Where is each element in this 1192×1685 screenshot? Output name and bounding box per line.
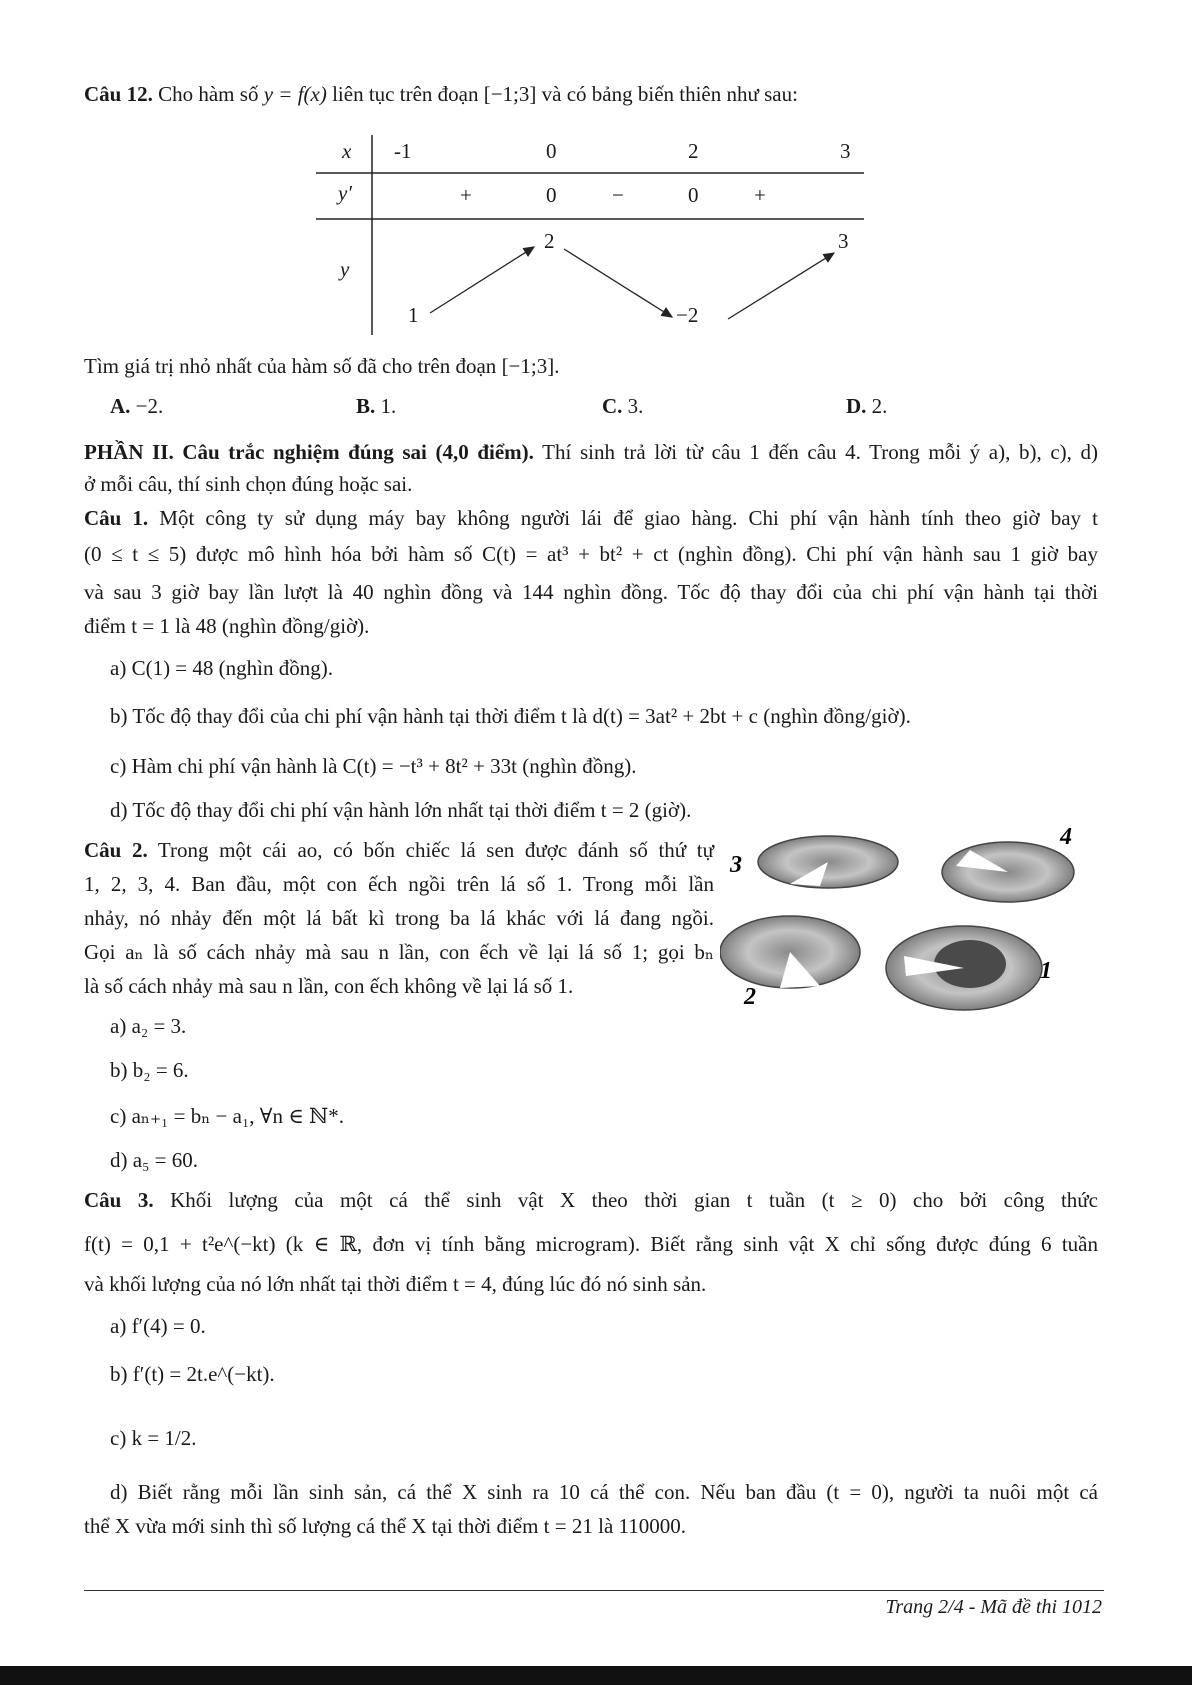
option-letter: D. (846, 394, 867, 418)
c1-line-3: và sau 3 giờ bay lần lượt là 40 nghìn đồng và 144 nghìn đồng. Tốc độ thay đổi của chi phí vận hành tại thời (84, 580, 1098, 604)
option-letter: B. (356, 394, 376, 418)
lily-pad-3 (758, 836, 898, 888)
c2-statement-a: a) a₂ = 3. (110, 1014, 187, 1038)
c2-line-4: Gọi aₙ là số cách nhảy mà sau n lần, con ếch về lại lá số 1; gọi bₙ (84, 940, 714, 964)
question-12-prompt (84, 82, 798, 107)
option-letter: A. (110, 394, 131, 418)
lily-label: 2 (744, 984, 756, 1010)
c1-statement-c: c) Hàm chi phí vận hành là C(t) = −t³ + 8t² + 33t (nghìn đồng). (110, 754, 637, 778)
c1-text: Một công ty sử dụng máy bay không người lái để giao hàng. Chi phí vận hành tính theo giờ bay t (159, 506, 1098, 530)
c3-line-1 (84, 1188, 1098, 1213)
y-value: −2 (676, 303, 699, 327)
footer-rule (84, 1590, 1104, 1591)
table-y-label: y (340, 257, 350, 281)
lily-pad-1 (886, 926, 1042, 1010)
c2-line-3: nhảy, nó nhảy đến một lá bất kì trong ba lá khác với lá đang ngồi. (84, 906, 714, 930)
arrow-up-2 (728, 253, 834, 319)
y-value: 1 (408, 303, 419, 327)
arrow-up-1 (430, 247, 534, 313)
c1-line-4: điểm t = 1 là 48 (nghìn đồng/giờ). (84, 614, 370, 638)
c3-statement-d: d) Biết rằng mỗi lần sinh sản, cá thể X sinh ra 10 cá thể con. Nếu ban đầu (t = 0), người ta nuôi một cá (110, 1480, 1098, 1504)
c1-line-2: (0 ≤ t ≤ 5) được mô hình hóa bởi hàm số C(t) = at³ + bt² + ct (nghìn đồng). Chi phí vận hành sau 1 giờ bay (84, 542, 1098, 566)
q12-question (84, 354, 559, 379)
x-value: -1 (394, 139, 412, 163)
c3-line-2: f(t) = 0,1 + t²e^(−kt) (k ∈ ℝ, đơn vị tính bằng microgram). Biết rằng sinh vật X chỉ sống được đúng 6 tuần (84, 1232, 1098, 1256)
c1-statement-a: a) C(1) = 48 (nghìn đồng). (110, 656, 333, 680)
question-1-label: Câu 1. (84, 506, 149, 530)
x-value: 3 (840, 139, 851, 163)
q12-question-text: Tìm giá trị nhỏ nhất của hàm số đã cho trên đoạn (84, 354, 497, 378)
lily-label: 1 (1040, 958, 1052, 984)
option-b (356, 394, 396, 419)
c2-statement-c: c) aₙ₊₁ = bₙ − a₁, ∀n ∈ ℕ*. (110, 1104, 344, 1128)
variation-table-lines (316, 135, 864, 335)
q12-text-a: Cho hàm số (158, 82, 259, 106)
c3-statement-b: b) f′(t) = 2t.e^(−kt). (110, 1362, 275, 1386)
c2-statement-d: d) a₅ = 60. (110, 1148, 198, 1172)
lily-pad-4 (942, 842, 1074, 902)
lily-pad-2 (720, 916, 860, 988)
lily-pads-illustration (720, 826, 1110, 1016)
c2-text: Trong một cái ao, có bốn chiếc lá sen được đánh số thứ tự (157, 838, 714, 862)
q12-function: y = f(x) (263, 82, 327, 106)
c3-line-3: và khối lượng của nó lớn nhất tại thời điểm t = 4, đúng lúc đó nó sinh sản. (84, 1272, 707, 1296)
option-text: 2. (871, 394, 888, 418)
part2-intro-b: ở mỗi câu, thí sinh chọn đúng hoặc sai. (84, 472, 413, 496)
x-value: 2 (688, 139, 699, 163)
table-x-label: x (342, 139, 352, 163)
c3-statement-c: c) k = 1/2. (110, 1426, 197, 1450)
c2-line-1 (84, 838, 714, 863)
yprime-value: 0 (546, 183, 557, 207)
arrow-down (564, 249, 672, 317)
part2-title: PHẦN II. Câu trắc nghiệm đúng sai (4,0 điểm). (84, 440, 534, 464)
c3-text: Khối lượng của một cá thể sinh vật X theo thời gian t tuần (t ≥ 0) cho bởi công thức (170, 1188, 1098, 1212)
c1-statement-b: b) Tốc độ thay đổi của chi phí vận hành tại thời điểm t là d(t) = 3at² + 2bt + c (nghìn đồng/giờ). (110, 704, 911, 728)
q12-text-b: liên tục trên đoạn (332, 82, 479, 106)
lily-label: 3 (730, 852, 742, 878)
y-value: 2 (544, 229, 555, 253)
yprime-value: 0 (688, 183, 699, 207)
page-footer: Trang 2/4 - Mã đề thi 1012 (885, 1596, 1102, 1618)
option-text: 1. (380, 394, 397, 418)
lily-label: 4 (1060, 826, 1072, 850)
y-value: 3 (838, 229, 849, 253)
yprime-sign: − (612, 183, 624, 207)
q12-interval: [−1;3] (483, 82, 537, 106)
c1-statement-d: d) Tốc độ thay đổi chi phí vận hành lớn nhất tại thời điểm t = 2 (giờ). (110, 798, 692, 822)
option-c (602, 394, 643, 419)
variation-table (316, 135, 864, 335)
question-12-label: Câu 12. (84, 82, 153, 106)
part2-header (84, 440, 1098, 465)
table-yprime-label: y′ (338, 181, 352, 205)
option-text: −2. (135, 394, 164, 418)
c2-line-5: là số cách nhảy mà sau n lần, con ếch không về lại lá số 1. (84, 974, 574, 998)
question-2-label: Câu 2. (84, 838, 148, 862)
option-d (846, 394, 887, 419)
c3-statement-a: a) f′(4) = 0. (110, 1314, 206, 1338)
part2-intro-a: Thí sinh trả lời từ câu 1 đến câu 4. Trong mỗi ý a), b), c), d) (542, 440, 1098, 464)
c2-line-2: 1, 2, 3, 4. Ban đầu, một con ếch ngồi trên lá số 1. Trong mỗi lần (84, 872, 714, 896)
q12-question-interval: [−1;3]. (501, 354, 560, 378)
q12-text-c: và có bảng biến thiên như sau: (541, 82, 798, 106)
c2-statement-b: b) b₂ = 6. (110, 1058, 189, 1082)
yprime-sign: + (754, 183, 766, 207)
option-letter: C. (602, 394, 623, 418)
x-value: 0 (546, 139, 557, 163)
question-3-label: Câu 3. (84, 1188, 154, 1212)
c1-line-1 (84, 506, 1098, 531)
option-text: 3. (627, 394, 644, 418)
option-a (110, 394, 163, 419)
yprime-sign: + (460, 183, 472, 207)
scan-bottom-edge (0, 1666, 1192, 1685)
c3-statement-d-cont: thể X vừa mới sinh thì số lượng cá thể X tại thời điểm t = 21 là 110000. (84, 1514, 686, 1538)
